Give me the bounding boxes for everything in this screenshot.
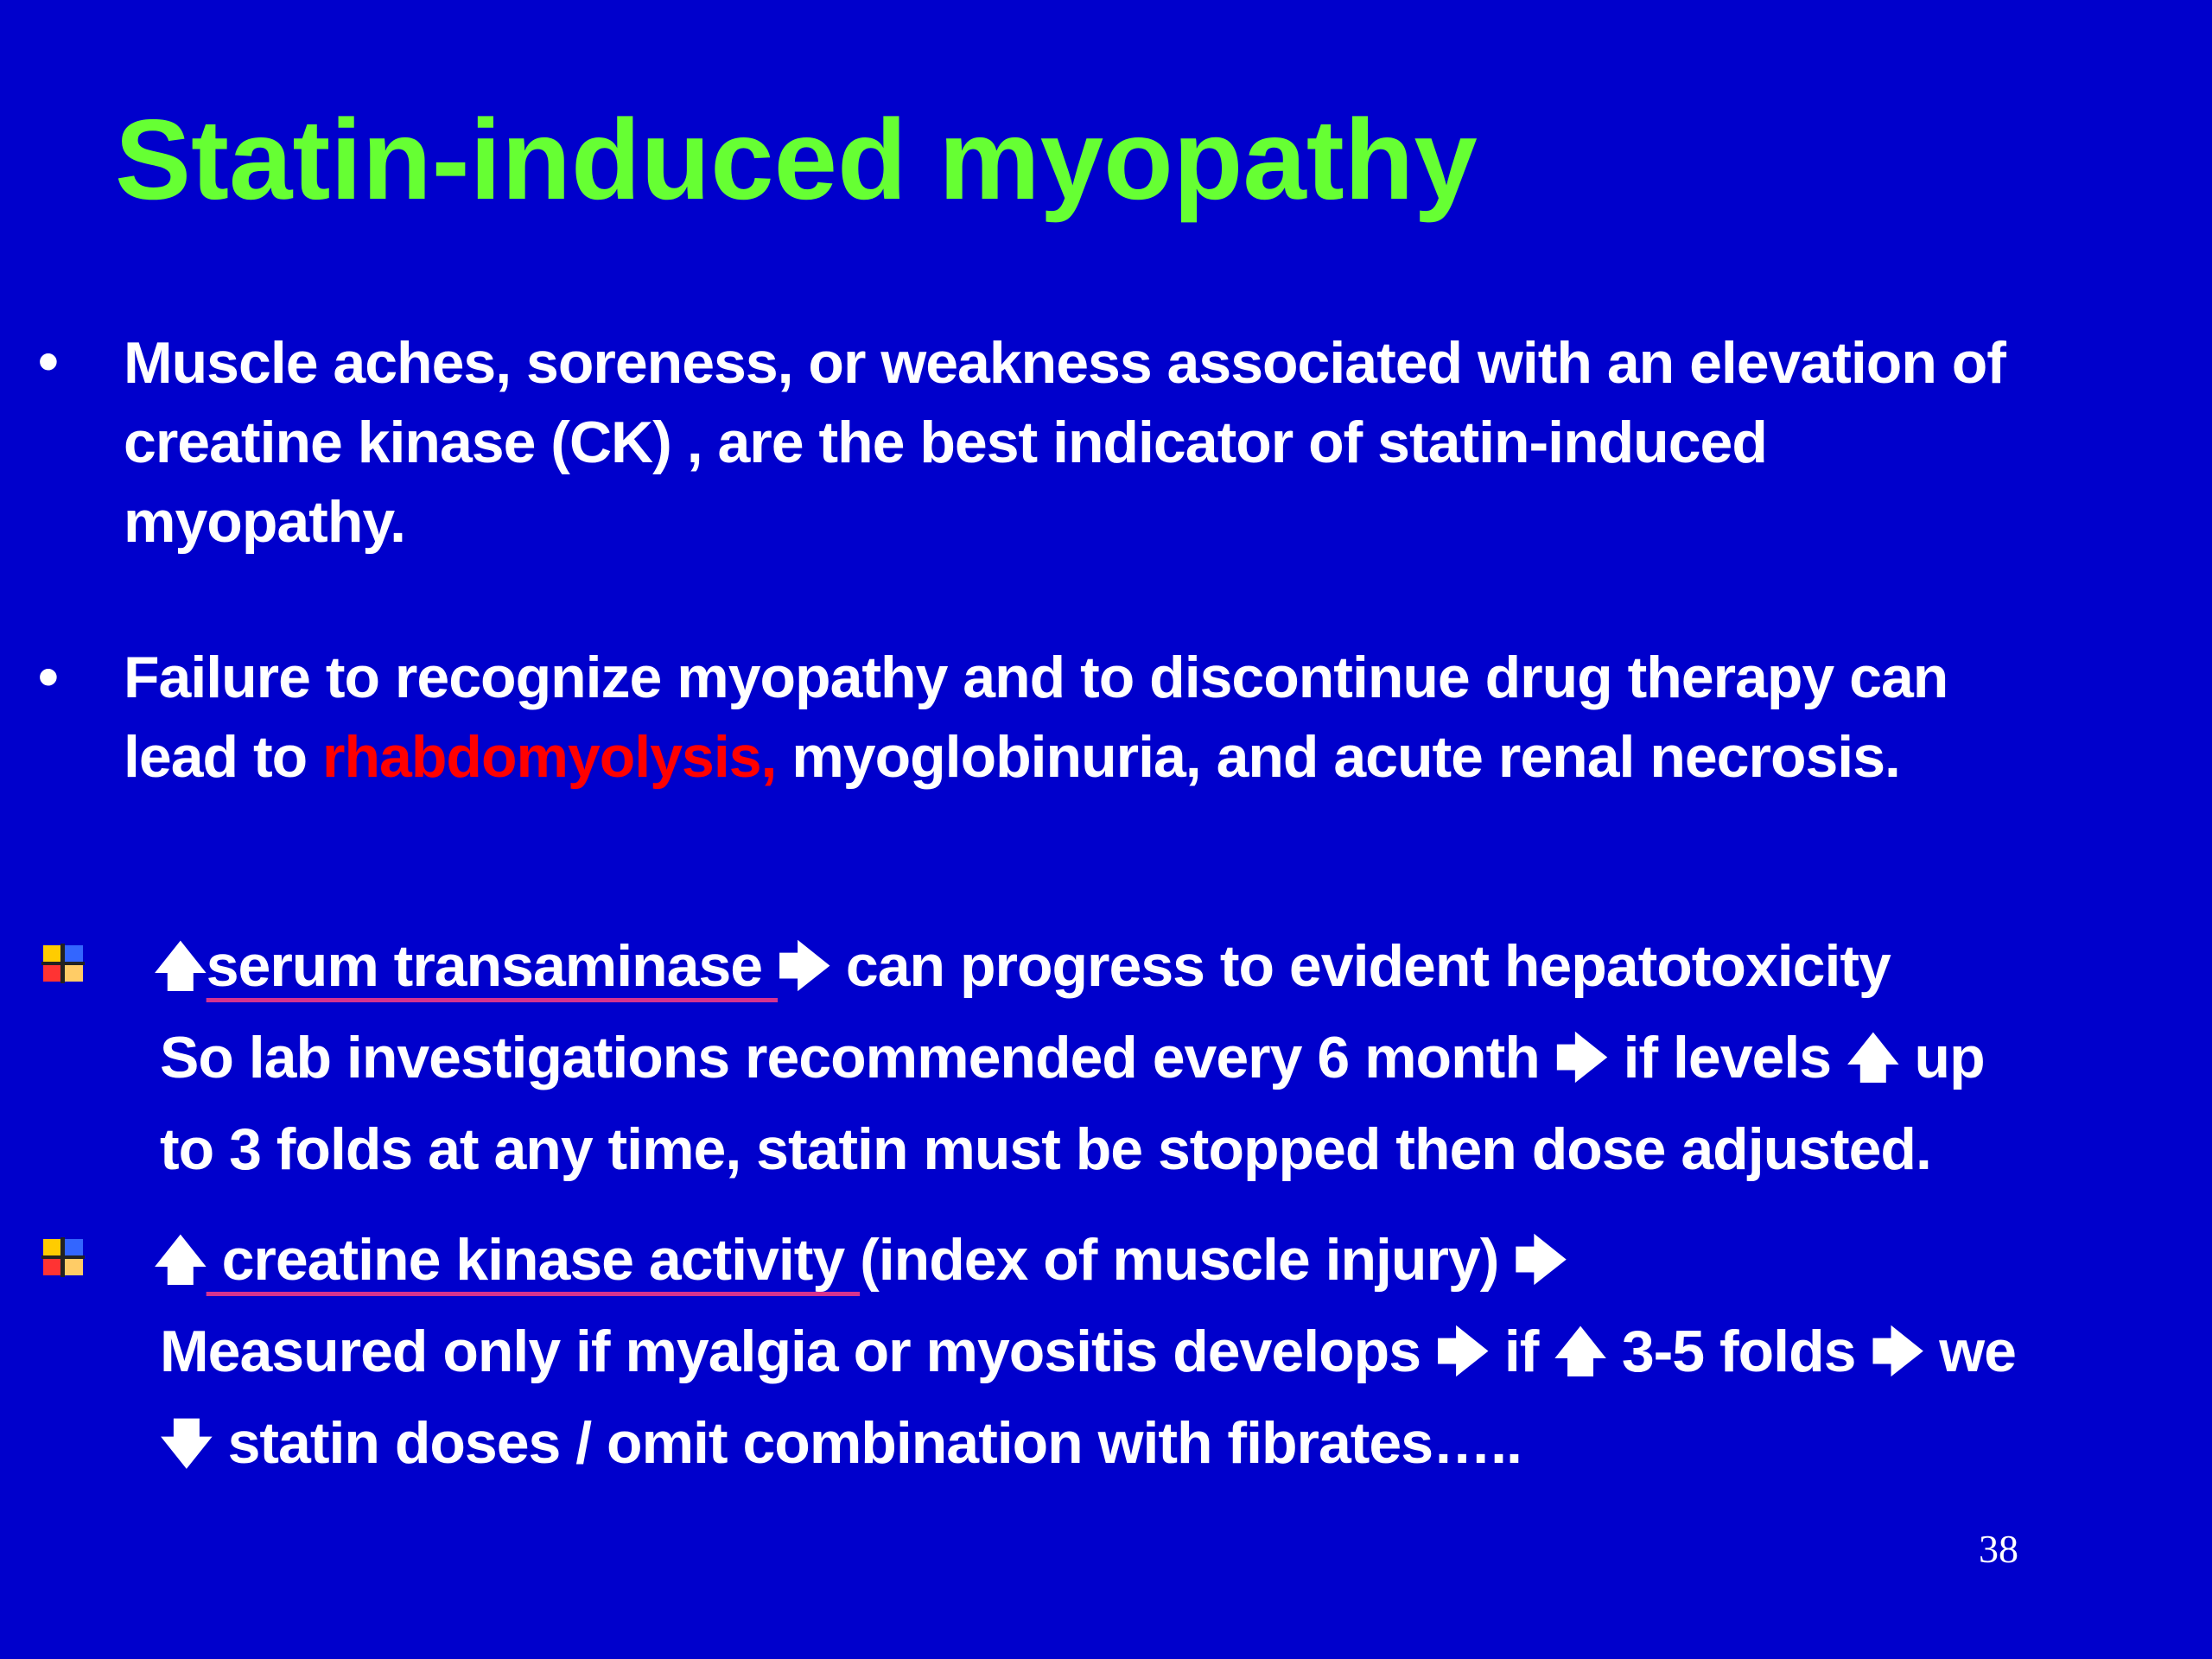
serum-transaminase-label: serum transaminase	[206, 933, 779, 999]
item3-line2-b: if levels	[1607, 1025, 1847, 1090]
bullet-dot: •	[38, 328, 59, 394]
up-arrow-icon: 🡅	[1554, 1323, 1606, 1381]
bullet-dot: •	[38, 644, 59, 709]
bullet2-line1: Failure to recognize myopathy and to discontinue drug therapy can	[124, 645, 1948, 710]
item4-line1	[154, 1220, 1567, 1300]
square-bullet-icon	[41, 944, 85, 983]
right-arrow-icon: 🡆	[1514, 1231, 1567, 1289]
creatine-kinase-label: creatine kinase activity	[206, 1227, 861, 1293]
item4-line2-d: we	[1923, 1319, 2016, 1384]
bullet2-line2	[124, 717, 1900, 797]
right-arrow-icon: 🡆	[1871, 1323, 1924, 1381]
item4-line1-rest: (index of muscle injury)	[860, 1227, 1515, 1293]
bullet2-line2-suffix: myoglobinuria, and acute renal necrosis.	[776, 724, 1900, 790]
up-arrow-icon: 🡅	[1846, 1029, 1899, 1087]
up-arrow-icon: 🡅	[154, 1231, 207, 1289]
item3-line1-rest: can progress to evident hepatotoxicity	[830, 933, 1891, 999]
item4-line3	[160, 1403, 1522, 1484]
right-arrow-icon: 🡆	[1435, 1323, 1489, 1381]
item4-line2-b: if	[1488, 1319, 1554, 1384]
bullet1-line3: myopathy.	[124, 489, 406, 555]
serum-transaminase-underlined	[154, 933, 778, 999]
item3-line3: to 3 folds at any time, statin must be stopped then dose adjusted.	[160, 1116, 1931, 1182]
item3-line2-a: So lab investigations recommended every 6 month	[160, 1025, 1555, 1090]
item3-line1	[154, 926, 1891, 1007]
down-arrow-icon: 🡇	[160, 1414, 213, 1472]
item4-line2-c: 3-5 folds	[1605, 1319, 1872, 1384]
item4-line2-a: Measured only if myalgia or myositis develops	[160, 1319, 1436, 1384]
item4-line3-text: statin doses / omit combination with fibrates…..	[212, 1410, 1522, 1476]
right-arrow-icon: 🡆	[778, 938, 831, 995]
item3-line2	[160, 1018, 1985, 1098]
rhabdomyolysis-highlight: rhabdomyolysis,	[322, 724, 777, 790]
bullet1-line1: Muscle aches, soreness, or weakness associated with an elevation of	[124, 330, 2005, 396]
slide-title: Statin-induced myopathy	[115, 96, 1478, 223]
square-bullet-icon	[41, 1237, 85, 1277]
creatine-kinase-underlined	[154, 1227, 860, 1293]
item4-line2	[160, 1312, 2016, 1392]
item3-line2-c: up	[1898, 1025, 1985, 1090]
bullet2-line2-prefix: lead to	[124, 724, 323, 790]
up-arrow-icon: 🡅	[154, 938, 207, 995]
right-arrow-icon: 🡆	[1554, 1029, 1608, 1087]
bullet1-line2: creatine kinase (CK) , are the best indicator of statin-induced	[124, 410, 1767, 475]
page-number: 38	[1979, 1527, 2018, 1571]
